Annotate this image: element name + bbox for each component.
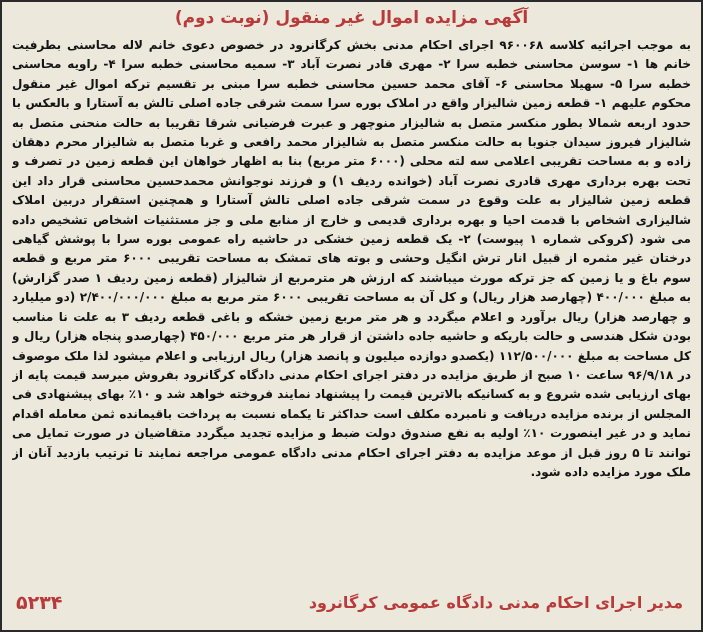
notice-title: آگهی مزایده اموال غیر منقول (نوبت دوم) [174, 8, 529, 28]
notice-signature: مدیر اجرای احکام مدنی دادگاه عمومی کرگانرود [308, 593, 683, 612]
notice-code: ۵۲۳۴ [16, 592, 63, 614]
notice-body: به موجب اجرائیه کلاسه ۹۶۰۰۶۸ اجرای احکام مدنی بخش کرگانرود در خصوص دعوی خانم لاله محاسنی بطرفیت خانم ها ۱- سوسن محاسنی خطبه سرا ۲- مهری قادر نصرت آباد ۳- سمیه محاسنی خطبه سرا ۴- راویه محاسنی خطبه سرا ۵- سهیلا محاسنی ۶- آقای محمد حسین محاسنی خطبه سرا مبنی بر تقسیم ترکه اموال غیر منقول محکوم علیهم ۱- قطعه زمین شالیزار واقع در املاک بوره سرا سمت شرقی جاده اصلی تالش به آستارا و بالعکس با حدود اربعه شمالا بطور منکسر متصل به شالیزار منوچهر و عبرت فرضیانی شرقا تقریبا به حالت منحنی متصل به شالیزار فیروز سیدان جنوبا به حالت منکسر متصل به شالیزار محمد رافعی و غربا متصل به شالیزار محرم دهقان زاده و به مساحت تقریبی اعلامی سه لته محلی (۶۰۰۰ متر مربع) بنا به اظهار خواهان این قطعه زمین در تصرف و تحت بهره برداری مهری قادری نصرت آباد (خوانده ردیف ۱) و فرزند نوجوانش محمدحسین محاسنی قرار داد این قطعه زمین شالیزار به علت وقوع در سمت شرقی جاده اصلی تالش آستارا و همچنین استقرار دربین املاک شالیزاری اشخاص با قدمت احیا و بهره برداری قدیمی و خارج از منابع ملی و جز مستثنیات اشخاص تشخیص داده می شود (کروکی شماره ۱ پیوست) ۲- یک قطعه زمین خشکی در حاشیه راه عمومی بوره سرا با پوشش گیاهی درختان غیر مثمره از قبیل انار ترش انگیل وحشی و بوته های تمشک به مساحت تقریبی ۶۰۰۰ متر مربع و قطعه سوم باغ و یا زمین که جز ترکه مورث میباشند که ارزش هر مترمربع از شالیزار (قطعه زمین ردیف ۱ صدر گزارش) به مبلغ ۴۰۰/۰۰۰ (چهارصد هزار ریال) و کل آن به مساحت تقریبی ۶۰۰۰ متر مربع به مبلغ ۲/۴۰۰/۰۰۰/۰۰۰ (دو میلیارد و چهارصد هزار) ریال برآورد و اعلام میگردد و هر متر مربع زمین خشکه و باغی قطعه ردیف ۳ به علت نا مناسب بودن شکل هندسی و حالت باریکه و حاشیه جاده داشتن از قرار هر متر مربع ۴۵۰/۰۰۰ (چهارصدو پنجاه هزار) ریال و کل مساحت به مبلغ ۱۱۲/۵۰۰/۰۰۰ (یکصدو دوازده میلیون و پانصد هزار) ریال ارزیابی و اعلام میشود لذا ملک موصوف در ۹۶/۹/۱۸ ساعت ۱۰ صبح از طریق مزایده در دفتر اجرای احکام مدنی دادگاه کرگانرود بفروش میرسد قیمت پایه از بهای ارزیابی شده شروع و به کسانیکه بالاترین قیمت را پیشنهاد نمایند فروخته خواهد شد و ۱۰٪ بهای پیشنهادی فی المجلس از برنده مزایده دریافت و نامبرده مکلف است حداکثر تا یکماه نسبت به پرداخت باقیمانده ثمن معامله اقدام نماید و در غیر اینصورت ۱۰٪ اولیه به نفع صندوق دولت ضبط و مزایده تجدید میگردد متقاضیان در صورت تمایل می توانند تا ۵ روز قبل از موعد مزایده به دفتر اجرای احکام مدنی دادگاه عمومی مراجعه نمایند تا ترتیب بازدید آنان از ملک مورد مزایده داده شود. [12, 38, 691, 479]
